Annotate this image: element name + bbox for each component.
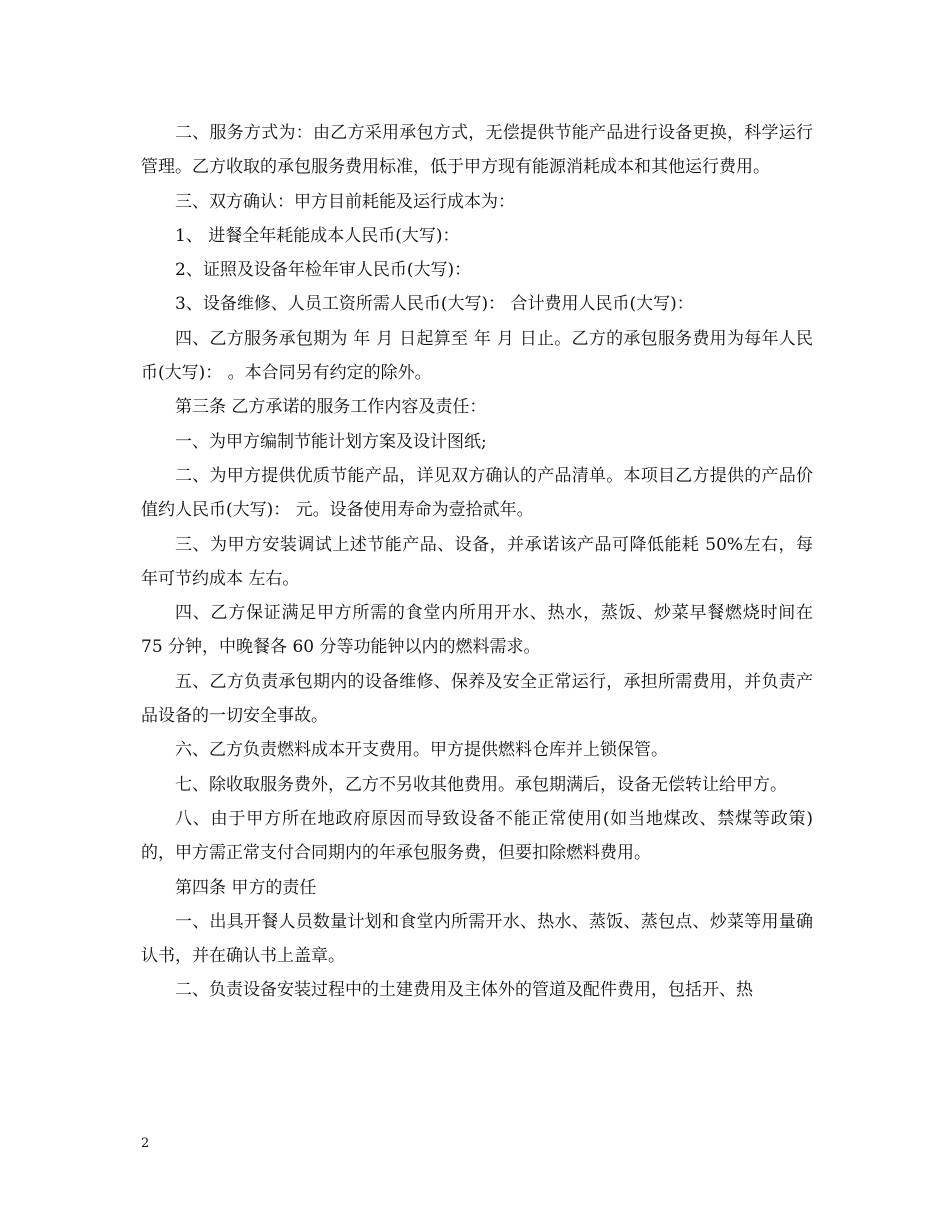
page-number: 2 xyxy=(141,1136,150,1151)
article-3-heading: 第三条 乙方承诺的服务工作内容及责任： xyxy=(175,397,487,418)
paragraph-cost-item-1: 1、 进餐全年耗能成本人民币(大写)： xyxy=(175,225,460,246)
paragraph-plan-design: 一、为甲方编制节能计划方案及设计图纸; xyxy=(175,431,487,452)
paragraph-cost-confirmation: 三、双方确认：甲方目前耗能及运行成本为： xyxy=(175,191,515,212)
article-4-heading: 第四条 甲方的责任 xyxy=(175,877,317,898)
document-body xyxy=(141,116,813,1008)
paragraph-service-mode: 二、服务方式为：由乙方采用承包方式，无偿提供节能产品进行设备更换，科学运行管理。乙方收取的承包服务费用标准，低于甲方现有能源消耗成本和其他运行费用。 xyxy=(141,123,813,178)
paragraph-government-policy: 八、由于甲方所在地政府原因而导致设备不能正常使用(如当地煤改、禁煤等政策)的，甲方需正常支付合同期内的年承包服务费，但要扣除燃料费用。 xyxy=(141,808,813,864)
paragraph-product-supply: 二、为甲方提供优质节能产品，详见双方确认的产品清单。本项目乙方提供的产品价值约人民币(大写)： 元。设备使用寿命为壹拾贰年。 xyxy=(141,465,813,521)
paragraph-cost-item-3: 3、设备维修、人员工资所需人民币(大写)： 合计费用人民币(大写)： xyxy=(175,294,694,315)
paragraph-no-extra-fees: 七、除收取服务费外，乙方不另收其他费用。承包期满后，设备无偿转让给甲方。 xyxy=(175,774,787,795)
paragraph-usage-confirmation: 一、出具开餐人员数量计划和食堂内所需开水、热水、蒸饭、蒸包点、炒菜等用量确认书，并在确认书上盖章。 xyxy=(141,911,813,967)
paragraph-maintenance: 五、乙方负责承包期内的设备维修、保养及安全正常运行，承担所需费用，并负责产品设备的一切安全事故。 xyxy=(141,671,813,727)
paragraph-installation-costs: 二、负责设备安装过程中的土建费用及主体外的管道及配件费用，包括开、热 xyxy=(175,980,753,1001)
paragraph-fuel-cost: 六、乙方负责燃料成本开支费用。甲方提供燃料仓库并上锁保管。 xyxy=(175,740,668,761)
paragraph-cost-item-2: 2、证照及设备年检年审人民币(大写)： xyxy=(175,260,472,281)
paragraph-installation: 三、为甲方安装调试上述节能产品、设备，并承诺该产品可降低能耗 50%左右，每年可节约成本 左右。 xyxy=(141,534,813,589)
paragraph-contract-period: 四、乙方服务承包期为 年 月 日起算至 年 月 日止。乙方的承包服务费用为每年人民币(大写)： 。本合同另有约定的除外。 xyxy=(141,328,813,384)
paragraph-water-fuel-demand: 四、乙方保证满足甲方所需的食堂内所用开水、热水，蒸饭、炒菜早餐燃烧时间在 75 分钟，中晚餐各 60 分等功能钟以内的燃料需求。 xyxy=(141,603,813,658)
